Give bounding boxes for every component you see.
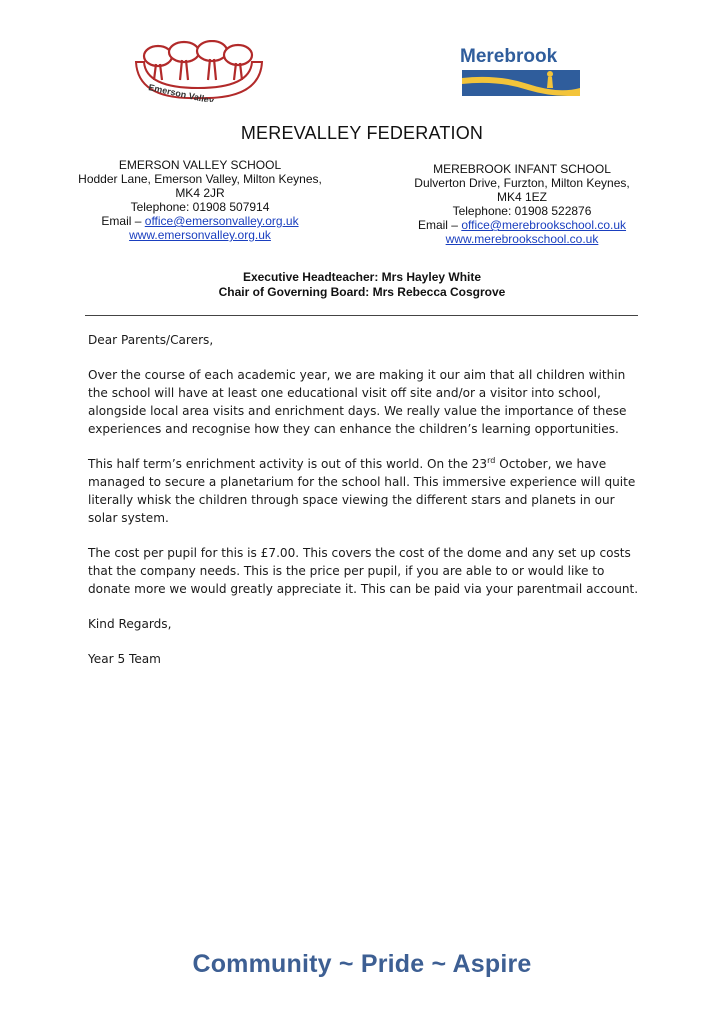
- ev-logo-word-1: Emerson Valley: [147, 82, 215, 102]
- emerson-valley-contact-block: [70, 158, 330, 242]
- ev-address-line-2: MK4 2JR: [175, 186, 225, 200]
- mb-email-label: Email –: [417, 218, 462, 232]
- ev-email-label: Email –: [101, 214, 145, 228]
- ev-school-name: EMERSON VALLEY SCHOOL: [118, 158, 282, 172]
- letter-greeting: Dear Parents/Carers,: [88, 333, 214, 347]
- date-ordinal-suffix: rd: [487, 455, 496, 465]
- leadership-block: [0, 270, 724, 300]
- mb-website-link[interactable]: www.merebrookschool.co.uk: [445, 232, 599, 246]
- para2-part-a: This half term’s enrichment activity is out of this world. On the 23: [88, 457, 488, 471]
- federation-title: MEREVALLEY FEDERATION: [240, 123, 484, 143]
- emerson-valley-logo: [128, 40, 268, 102]
- mb-telephone: Telephone: 01908 522876: [452, 204, 592, 218]
- mb-address-line-1: Dulverton Drive, Furzton, Milton Keynes,: [414, 176, 630, 190]
- mb-email-row: [394, 218, 650, 232]
- ev-telephone: Telephone: 01908 507914: [130, 200, 270, 214]
- chair-of-governors: Chair of Governing Board: Mrs Rebecca Cosgrove: [218, 285, 506, 299]
- letter-signature: Year 5 Team: [88, 652, 161, 666]
- letter-paragraph-2: [88, 455, 643, 527]
- letter-paragraph-1: Over the course of each academic year, we are making it our aim that all children within the school will have at least one educational visit off site and/or a visitor into school, alongside local area visits and enrichment days. We really value the importance of these experiences and recognise how they can enhance the children’s learning opportunities.: [88, 368, 627, 436]
- mb-address-line-2: MK4 1EZ: [496, 190, 547, 204]
- header-divider: [85, 315, 638, 316]
- footer-motto: Community ~ Pride ~ Aspire: [192, 950, 532, 978]
- executive-headteacher: Executive Headteacher: Mrs Hayley White: [242, 270, 482, 284]
- ev-email-row: [70, 214, 330, 228]
- ev-website-link[interactable]: www.emersonvalley.org.uk: [129, 228, 271, 242]
- mb-email-link[interactable]: office@merebrookschool.co.uk: [461, 218, 627, 232]
- merebrook-logo-text: Merebrook: [460, 46, 558, 67]
- ev-email-link[interactable]: office@emersonvalley.org.uk: [144, 214, 299, 228]
- letter-body: [88, 331, 643, 685]
- para2-part-b: October, we have managed to secure a planetarium for the school hall. This immersive experience will quite literally whisk the children through space viewing the different stars and planets in our solar system.: [88, 457, 636, 525]
- letter-signoff: Kind Regards,: [88, 617, 172, 631]
- merebrook-logo: [458, 44, 584, 100]
- ev-address-line-1: Hodder Lane, Emerson Valley, Milton Keynes,: [78, 172, 322, 186]
- merebrook-contact-block: [394, 162, 650, 246]
- letter-paragraph-3: The cost per pupil for this is £7.00. This covers the cost of the dome and any set up costs that the company needs. This is the price per pupil, if you are able to or would like to donate more we would greatly appreciate it. This can be paid via your parentmail account.: [88, 546, 639, 596]
- mb-school-name: MEREBROOK INFANT SCHOOL: [433, 162, 611, 176]
